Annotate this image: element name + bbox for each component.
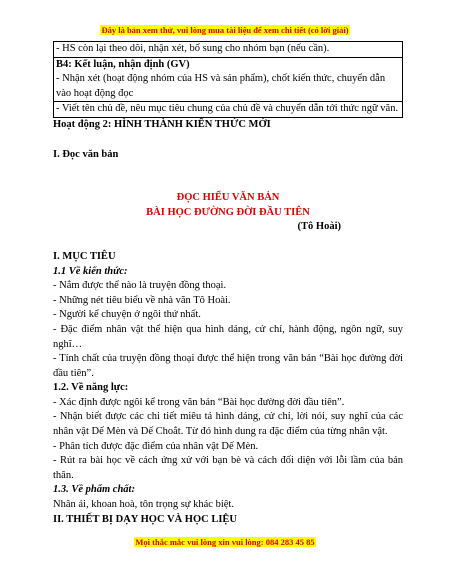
contact-notice-text: Mọi thắc mắc vui lòng xin vui lòng: 084 283 45 85 bbox=[135, 537, 315, 547]
table-row bbox=[54, 41, 402, 57]
qualities-heading: 1.3. Về phẩm chất: bbox=[53, 484, 135, 496]
knowledge-heading: 1.1 Về kiến thức: bbox=[53, 265, 128, 277]
spacer bbox=[53, 133, 403, 148]
author-name: (Tô Hoài) bbox=[297, 221, 341, 233]
list-item: - Rút ra bài học về cách ứng xử với bạn bè và cách đối diện với lỗi lầm của bản thân. bbox=[53, 455, 403, 481]
qualities-text: Nhân ái, khoan hoà, tôn trọng sự khác biệt. bbox=[53, 499, 234, 511]
list-item: - Người kể chuyện ở ngôi thứ nhất. bbox=[53, 309, 201, 321]
table-cell-text: - Viết tên chủ đề, nêu mục tiêu chung của chủ đề và chuyển dẫn tới thức ngữ văn. bbox=[56, 103, 399, 115]
list-item: - Đặc điểm nhân vật thể hiện qua hình dáng, cử chỉ, hành động, ngôn ngữ, suy nghĩ… bbox=[53, 323, 403, 350]
equipment-heading: II. THIẾT BỊ DẠY HỌC VÀ HỌC LIỆU bbox=[53, 513, 237, 525]
document-subtitle: BÀI HỌC ĐƯỜNG ĐỜI ĐẦU TIÊN bbox=[146, 206, 310, 218]
list-item: - Những nét tiêu biểu về nhà văn Tô Hoài. bbox=[53, 294, 231, 306]
document-title: ĐỌC HIỂU VĂN BẢN bbox=[176, 192, 280, 204]
list-item: - Nắm được thể nào là truyện đồng thoại. bbox=[53, 280, 227, 292]
table-row bbox=[54, 101, 402, 117]
list-item: - Xác định được ngôi kể trong văn bản “Bài học đường đời đầu tiên”. bbox=[53, 396, 345, 408]
list-item: - Phân tích được đặc điểm của nhân vật Dế Mèn. bbox=[53, 440, 259, 452]
lesson-table bbox=[53, 41, 403, 118]
section-reading-heading: I. Đọc văn bản bbox=[53, 148, 119, 160]
objectives-heading: I. MỤC TIÊU bbox=[53, 250, 116, 262]
table-row bbox=[54, 57, 402, 102]
skills-heading: 1.2. Về năng lực: bbox=[53, 382, 129, 394]
list-item: - Tính chất của truyện đồng thoại được thể hiện trong văn bản “Bài học đường đời đầu tiên”. bbox=[53, 353, 403, 379]
spacer bbox=[53, 235, 403, 250]
table-cell-text: - Nhận xét (hoạt động nhóm của HS và sản phẩm), chốt kiến thức, chuyển dẫn vào hoạt động đọc bbox=[56, 73, 386, 99]
table-step-title: B4: Kết luận, nhận định (GV) bbox=[56, 58, 190, 70]
activity-heading: Hoạt động 2: HÌNH THÀNH KIẾN THỨC MỚI bbox=[53, 118, 271, 130]
document-body bbox=[53, 41, 403, 527]
preview-notice-text: Đây là bản xem thử, vui lòng mua tài liệu để xem chi tiết (có lời giải) bbox=[101, 25, 349, 35]
spacer bbox=[53, 162, 403, 191]
preview-notice bbox=[0, 25, 450, 35]
table-cell-text: - HS còn lại theo dõi, nhận xét, bổ sung cho nhóm bạn (nếu cần). bbox=[56, 43, 330, 54]
list-item: - Nhận biết được các chi tiết miêu tả hình dáng, cử chỉ, lời nói, suy nghĩ của các nhân vật Dế Mèn và Dế Choắt. Từ đó hình dung ra đặc điểm của từng nhân vật. bbox=[53, 411, 403, 438]
contact-notice bbox=[0, 537, 450, 547]
